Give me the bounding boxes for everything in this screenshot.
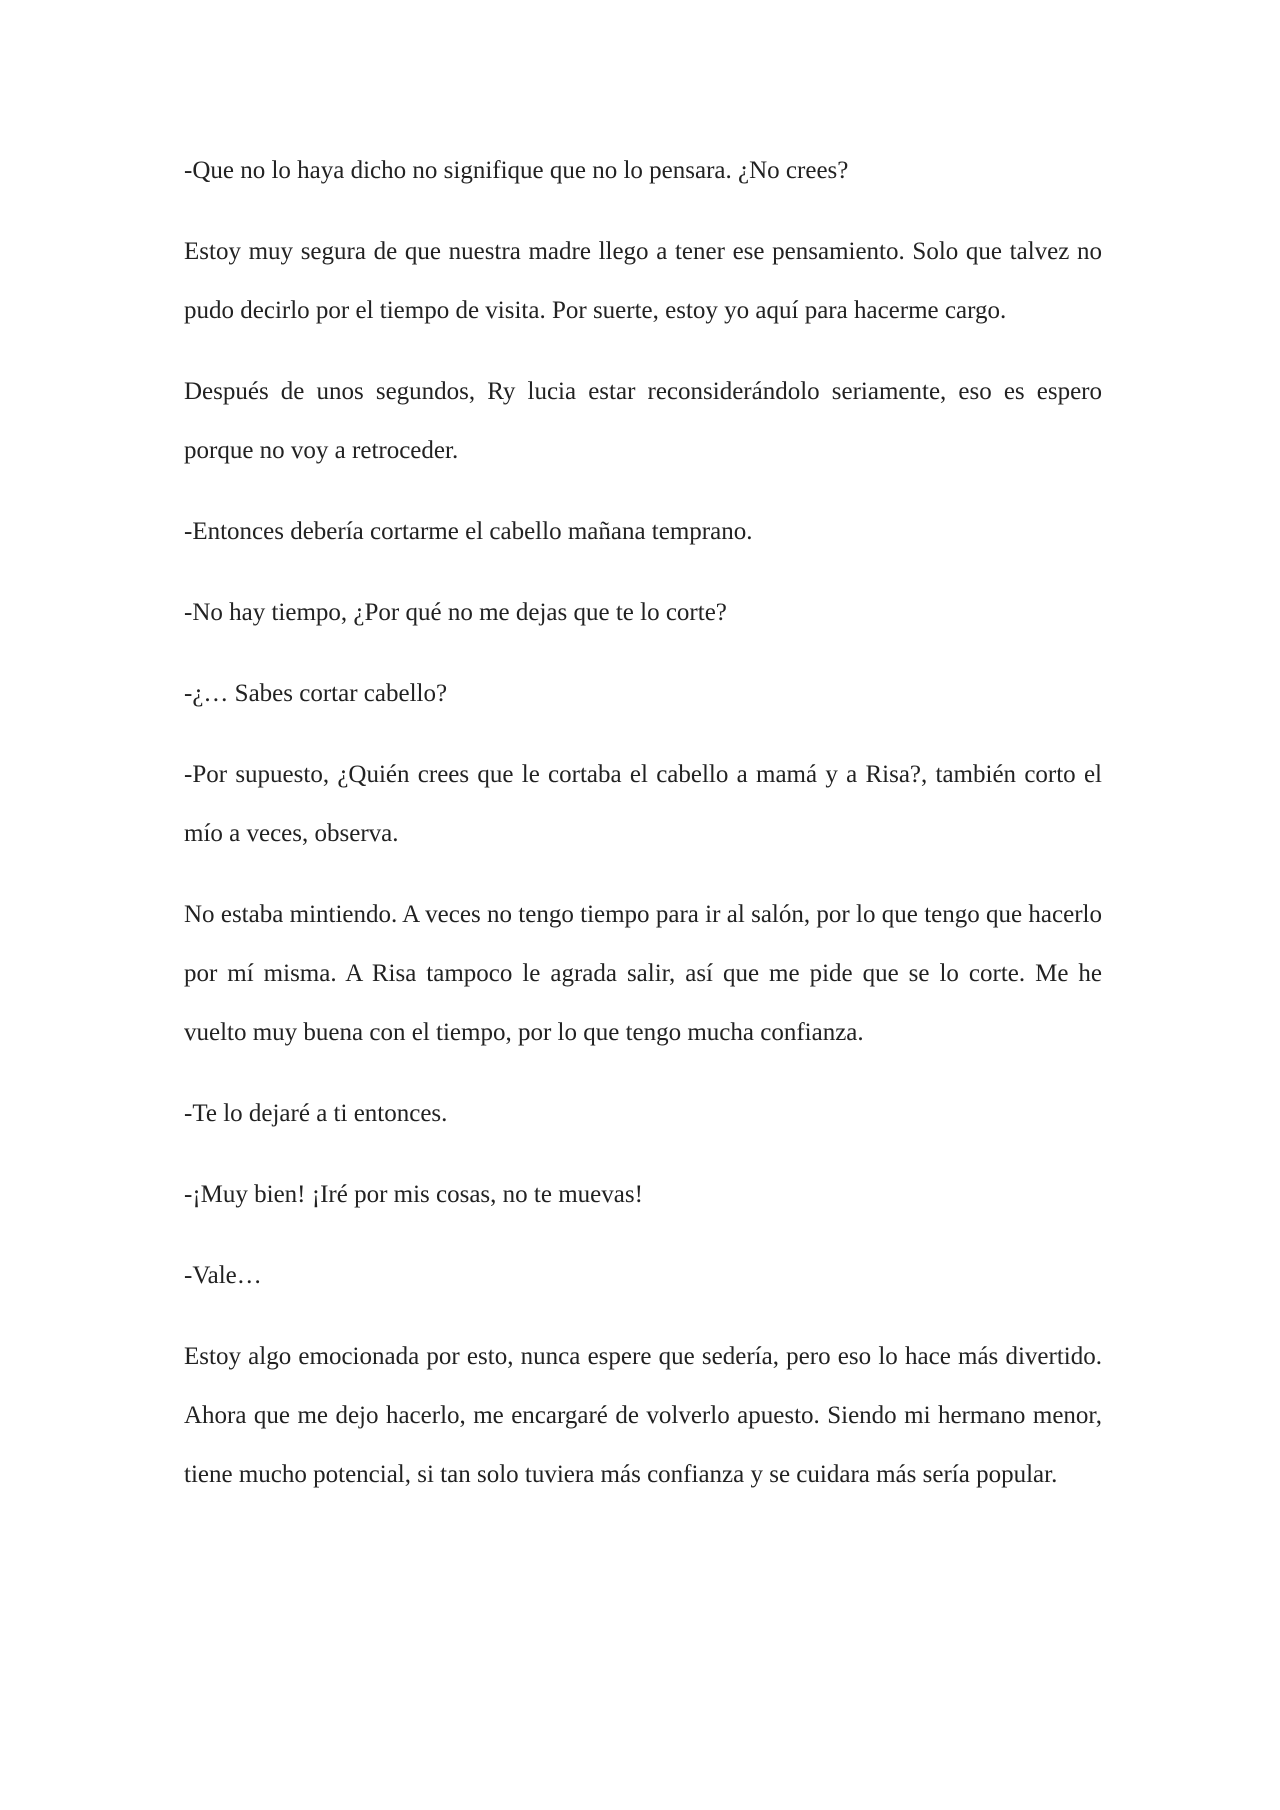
- paragraph-dialogue: -Por supuesto, ¿Quién crees que le cortaba el cabello a mamá y a Risa?, también corto el mío a veces, observa.: [184, 761, 1102, 847]
- paragraph-dialogue: -Que no lo haya dicho no signifique que no lo pensara. ¿No crees?: [184, 157, 849, 184]
- document-body: [184, 141, 1102, 1526]
- paragraph-dialogue: -¿… Sabes cortar cabello?: [184, 680, 448, 707]
- paragraph-dialogue: -Te lo dejaré a ti entonces.: [184, 1100, 448, 1127]
- paragraph-narration: No estaba mintiendo. A veces no tengo tiempo para ir al salón, por lo que tengo que hacerlo por mí misma. A Risa tampoco le agrada salir, así que me pide que se lo corte. Me he vuelto muy buena con el tiempo, por lo que tengo mucha confianza.: [184, 901, 1102, 1046]
- paragraph-dialogue: -Vale…: [184, 1262, 262, 1289]
- paragraph-dialogue: -¡Muy bien! ¡Iré por mis cosas, no te muevas!: [184, 1181, 643, 1208]
- paragraph-narration: Estoy algo emocionada por esto, nunca espere que sedería, pero eso lo hace más divertido. Ahora que me dejo hacerlo, me encargaré de volverlo apuesto. Siendo mi hermano menor, tiene mucho potencial, si tan solo tuviera más confianza y se cuidara más sería popular.: [184, 1343, 1102, 1488]
- paragraph-dialogue: -Entonces debería cortarme el cabello mañana temprano.: [184, 518, 753, 545]
- paragraph-dialogue: -No hay tiempo, ¿Por qué no me dejas que te lo corte?: [184, 599, 727, 626]
- paragraph-narration: Después de unos segundos, Ry lucia estar reconsiderándolo seriamente, eso es espero porque no voy a retroceder.: [184, 378, 1102, 464]
- paragraph-narration: Estoy muy segura de que nuestra madre llego a tener ese pensamiento. Solo que talvez no pudo decirlo por el tiempo de visita. Por suerte, estoy yo aquí para hacerme cargo.: [184, 238, 1102, 324]
